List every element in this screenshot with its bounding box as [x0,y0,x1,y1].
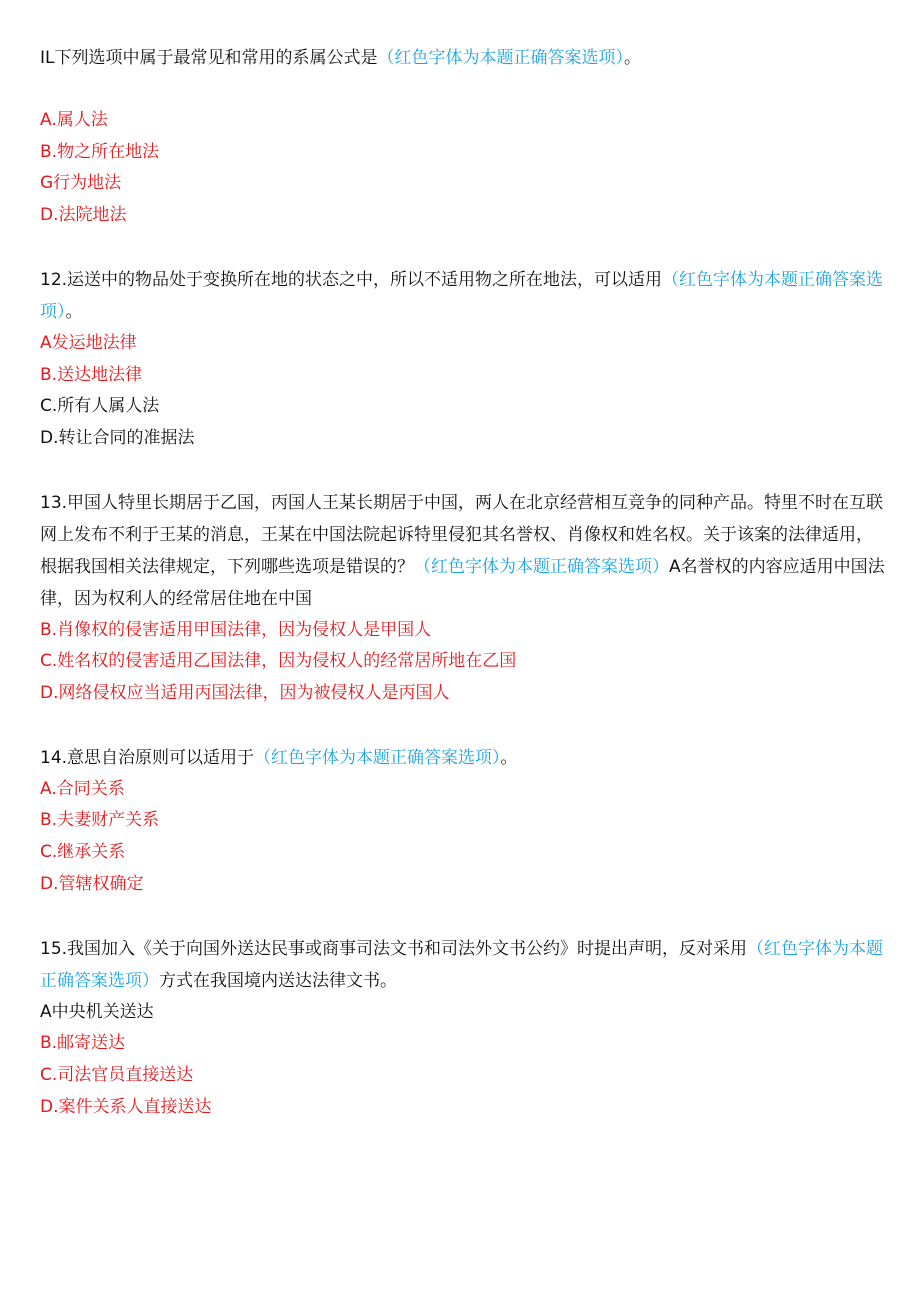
option: D.案件关系人直接送达 [40,1096,212,1117]
option: C.司法官员直接送达 [40,1064,194,1085]
answer-hint: （红色字体为本题正确答案选项） [377,48,624,68]
option: A.合同关系 [40,778,125,799]
option: A.属人法 [40,110,108,130]
option: B.物之所在地法 [40,141,160,162]
option: B.送达地法律 [40,364,143,385]
question-stem [40,933,885,997]
option: A发运地法律 [40,332,137,353]
option: G行为地法 [40,173,122,194]
answer-hint: （红色字体为本题正确答案选项） [40,938,884,991]
question-12 [40,264,885,455]
question-13 [40,487,885,710]
question-text-tail: A名誉权的内容应适用中国法律，因为权利人的经常居住地在中国 [40,556,885,609]
question-stem [40,42,885,74]
question-14 [40,742,885,901]
answer-hint: （红色字体为本题正确答案选项） [254,747,501,768]
question-text: 12.运送中的物品处于变换所在地的状态之中，所以不适用物之所在地法，可以适用 [40,269,663,290]
question-text-tail: 。 [500,747,518,768]
option: B.夫妻财产关系 [40,810,160,831]
question-text: 14.意思自治原则可以适用于 [40,747,255,768]
question-text: 15.我国加入《关于向国外送达民事或商事司法文书和司法外文书公约》时提出声明，反对采用 [40,938,748,959]
question-15 [40,933,885,1124]
question-stem [40,264,885,328]
option: D.网络侵权应当适用丙国法律，因为被侵权人是丙国人 [40,683,450,704]
option: A中央机关送达 [40,1001,154,1022]
question-11 [40,42,885,232]
option: C.所有人属人法 [40,396,160,417]
option: D.转让合同的准据法 [40,427,195,448]
option: C.姓名权的侵害适用乙国法律，因为侵权人的经常居所地在乙国 [40,651,517,672]
question-stem [40,742,885,774]
option: D.管辖权确定 [40,873,144,894]
option: B.肖像权的侵害适用甲国法律，因为侵权人是甲国人 [40,619,432,640]
document-page [40,42,885,1123]
question-text-tail: 。 [623,48,641,68]
option: B.邮寄送达 [40,1033,126,1054]
option: C.继承关系 [40,842,126,863]
question-text-tail: 方式在我国境内送达法律文书。 [159,970,397,991]
question-text: 13.甲国人特里长期居于乙国，丙国人王某长期居于中国，两人在北京经营相互竞争的同种产品。特里不时在互联网上发布不利于王某的消息，王某在中国法院起诉特里侵犯其名誉权、肖像权和姓名权。关于该案的法律适用，根据我国相关法律规定，下列哪些选项是错误的？ [40,492,884,577]
answer-hint: （红色字体为本题正确答案选项） [40,269,884,322]
option: D.法院地法 [40,205,127,226]
question-stem [40,487,885,615]
question-text-tail: 。 [65,301,83,322]
question-text: IL下列选项中属于最常见和常用的系属公式是 [40,48,378,68]
answer-hint: （红色字体为本题正确答案选项） [414,556,669,577]
